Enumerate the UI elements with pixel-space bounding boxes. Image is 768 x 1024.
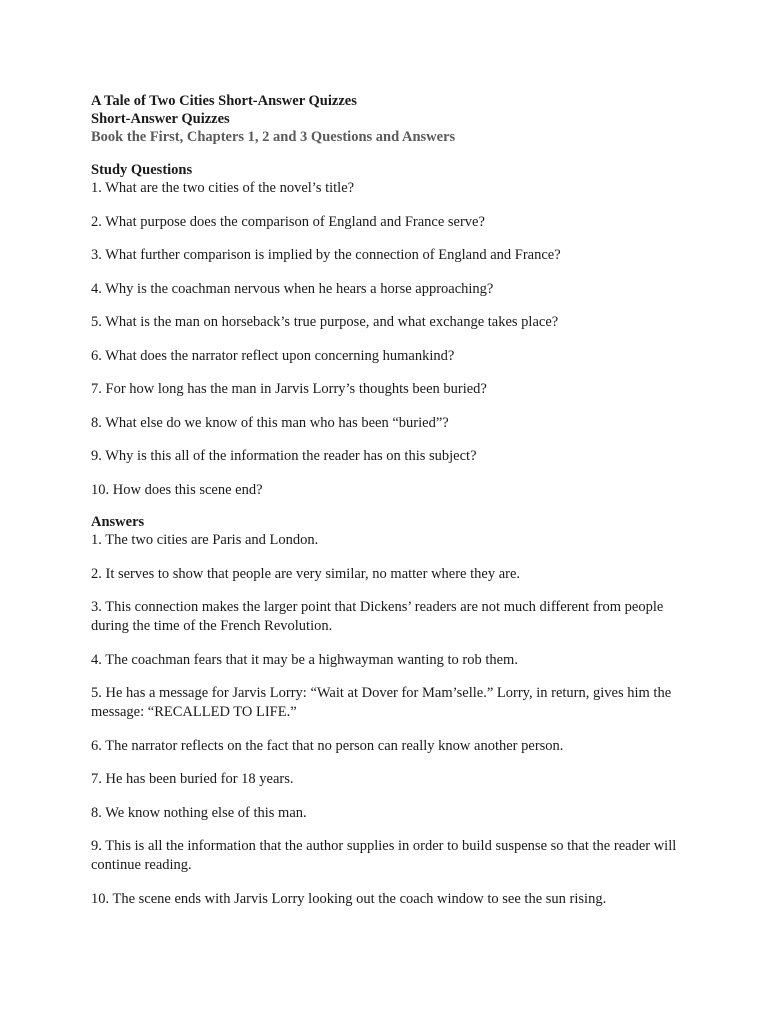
answer-item: 6. The narrator reflects on the fact that no person can really know another person. (91, 737, 564, 754)
question-item: 8. What else do we know of this man who has been “buried”? (91, 414, 449, 431)
answer-item: 5. He has a message for Jarvis Lorry: “Wait at Dover for Mam’selle.” Lorry, in return, gives him the message: “RECALLED TO LIFE.” (91, 685, 672, 720)
answer-item: 8. We know nothing else of this man. (91, 804, 307, 821)
answer-item: 9. This is all the information that the author supplies in order to build suspense so that the reader will continue reading. (91, 838, 677, 873)
study-questions-list (91, 179, 691, 500)
question-item: 9. Why is this all of the information the reader has on this subject? (91, 448, 477, 464)
answer-item: 3. This connection makes the larger point that Dickens’ readers are not much different from people during the time of the French Revolution. (91, 599, 664, 634)
answer-item: 1. The two cities are Paris and London. (91, 532, 319, 548)
question-item: 3. What further comparison is implied by the connection of England and France? (91, 247, 561, 263)
question-item: 1. What are the two cities of the novel’s title? (91, 180, 355, 196)
question-item: 4. Why is the coachman nervous when he hears a horse approaching? (91, 280, 494, 297)
answer-item: 2. It serves to show that people are very similar, no matter where they are. (91, 565, 521, 582)
answer-item: 4. The coachman fears that it may be a highwayman wanting to rob them. (91, 651, 518, 668)
document-title: A Tale of Two Cities Short-Answer Quizzes (91, 93, 357, 109)
study-questions-heading: Study Questions (91, 162, 193, 178)
answer-item: 10. The scene ends with Jarvis Lorry looking out the coach window to see the sun rising. (91, 890, 607, 907)
question-item: 7. For how long has the man in Jarvis Lorry’s thoughts been buried? (91, 381, 487, 397)
answers-list (91, 531, 691, 909)
question-item: 2. What purpose does the comparison of England and France serve? (91, 213, 485, 230)
document-subtitle: Short-Answer Quizzes (91, 111, 230, 127)
answers-heading: Answers (91, 514, 145, 530)
question-item: 6. What does the narrator reflect upon concerning humankind? (91, 347, 455, 364)
chapter-heading: Book the First, Chapters 1, 2 and 3 Questions and Answers (91, 129, 456, 145)
document-page (91, 92, 691, 923)
question-item: 10. How does this scene end? (91, 481, 263, 498)
answer-item: 7. He has been buried for 18 years. (91, 771, 294, 787)
question-item: 5. What is the man on horseback’s true purpose, and what exchange takes place? (91, 314, 559, 330)
